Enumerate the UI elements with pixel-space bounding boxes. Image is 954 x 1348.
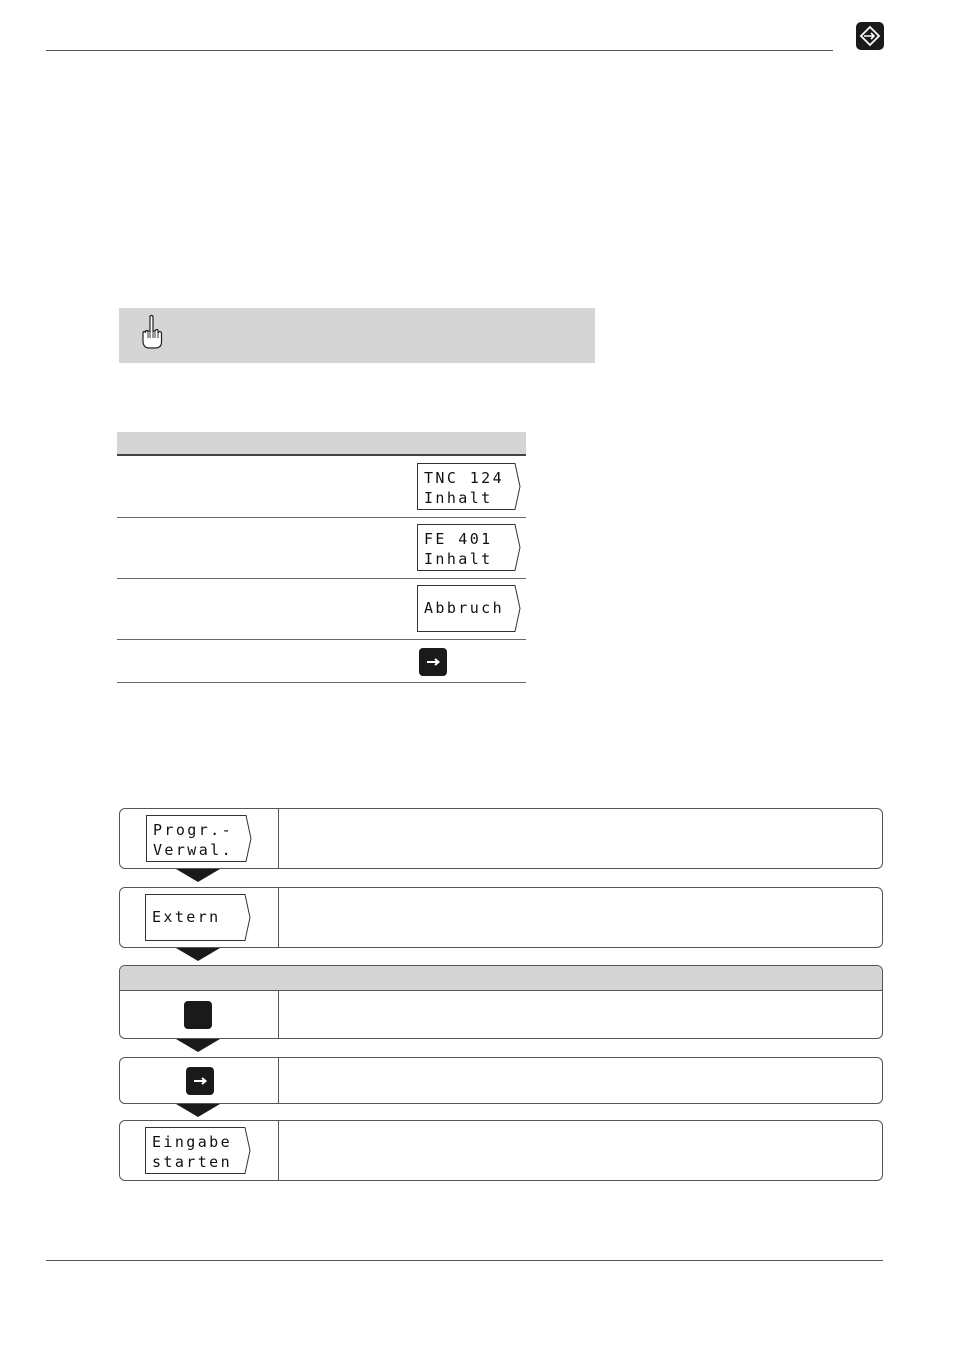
flow-arrow	[176, 1039, 220, 1052]
table-header-bar	[117, 432, 526, 456]
softkey-extern[interactable]	[145, 894, 251, 941]
softkey-line: FE 401	[424, 530, 493, 548]
softkey-line: Eingabe	[152, 1133, 233, 1151]
flow-divider	[278, 888, 279, 947]
flow-divider	[278, 1058, 279, 1103]
header-rule	[46, 50, 833, 51]
pointing-hand-icon	[139, 314, 165, 350]
softkey-line: starten	[152, 1153, 233, 1171]
flow-step	[119, 1120, 883, 1181]
arrow-right-icon[interactable]	[419, 648, 447, 676]
table-row	[117, 640, 526, 683]
note-box	[119, 308, 595, 363]
table-row	[117, 518, 526, 579]
softkey-abbruch[interactable]	[417, 585, 521, 632]
flow-divider	[278, 809, 279, 868]
softkey-progr-verwal[interactable]	[146, 815, 252, 862]
softkey-line: Extern	[152, 908, 221, 926]
arrow-right-icon[interactable]	[186, 1067, 214, 1095]
flow-divider	[278, 990, 279, 1038]
softkey-eingabe-starten[interactable]	[145, 1127, 251, 1174]
softkey-line: Inhalt	[424, 550, 493, 568]
softkey-line: Abbruch	[424, 599, 505, 617]
softkey-line: Inhalt	[424, 489, 493, 507]
flow-step	[119, 1057, 883, 1104]
table-row	[117, 456, 526, 518]
flow-arrow	[176, 869, 220, 882]
softkey-tnc124-inhalt[interactable]	[417, 463, 521, 510]
softkey-fe401-inhalt[interactable]	[417, 524, 521, 571]
flow-arrow	[176, 1104, 220, 1117]
footer-rule	[46, 1260, 883, 1261]
flow-arrow	[176, 948, 220, 961]
softkey-line: Progr.-	[153, 821, 234, 839]
program-mode-icon	[856, 22, 884, 50]
softkey-line: Verwal.	[153, 841, 234, 859]
softkey-line: TNC 124	[424, 469, 505, 487]
flow-step-header-bar	[120, 966, 882, 991]
flow-divider	[278, 1121, 279, 1180]
blank-key-icon[interactable]	[184, 1001, 212, 1029]
flow-step	[119, 965, 883, 1039]
flow-step	[119, 887, 883, 948]
table-row	[117, 579, 526, 640]
flow-step	[119, 808, 883, 869]
